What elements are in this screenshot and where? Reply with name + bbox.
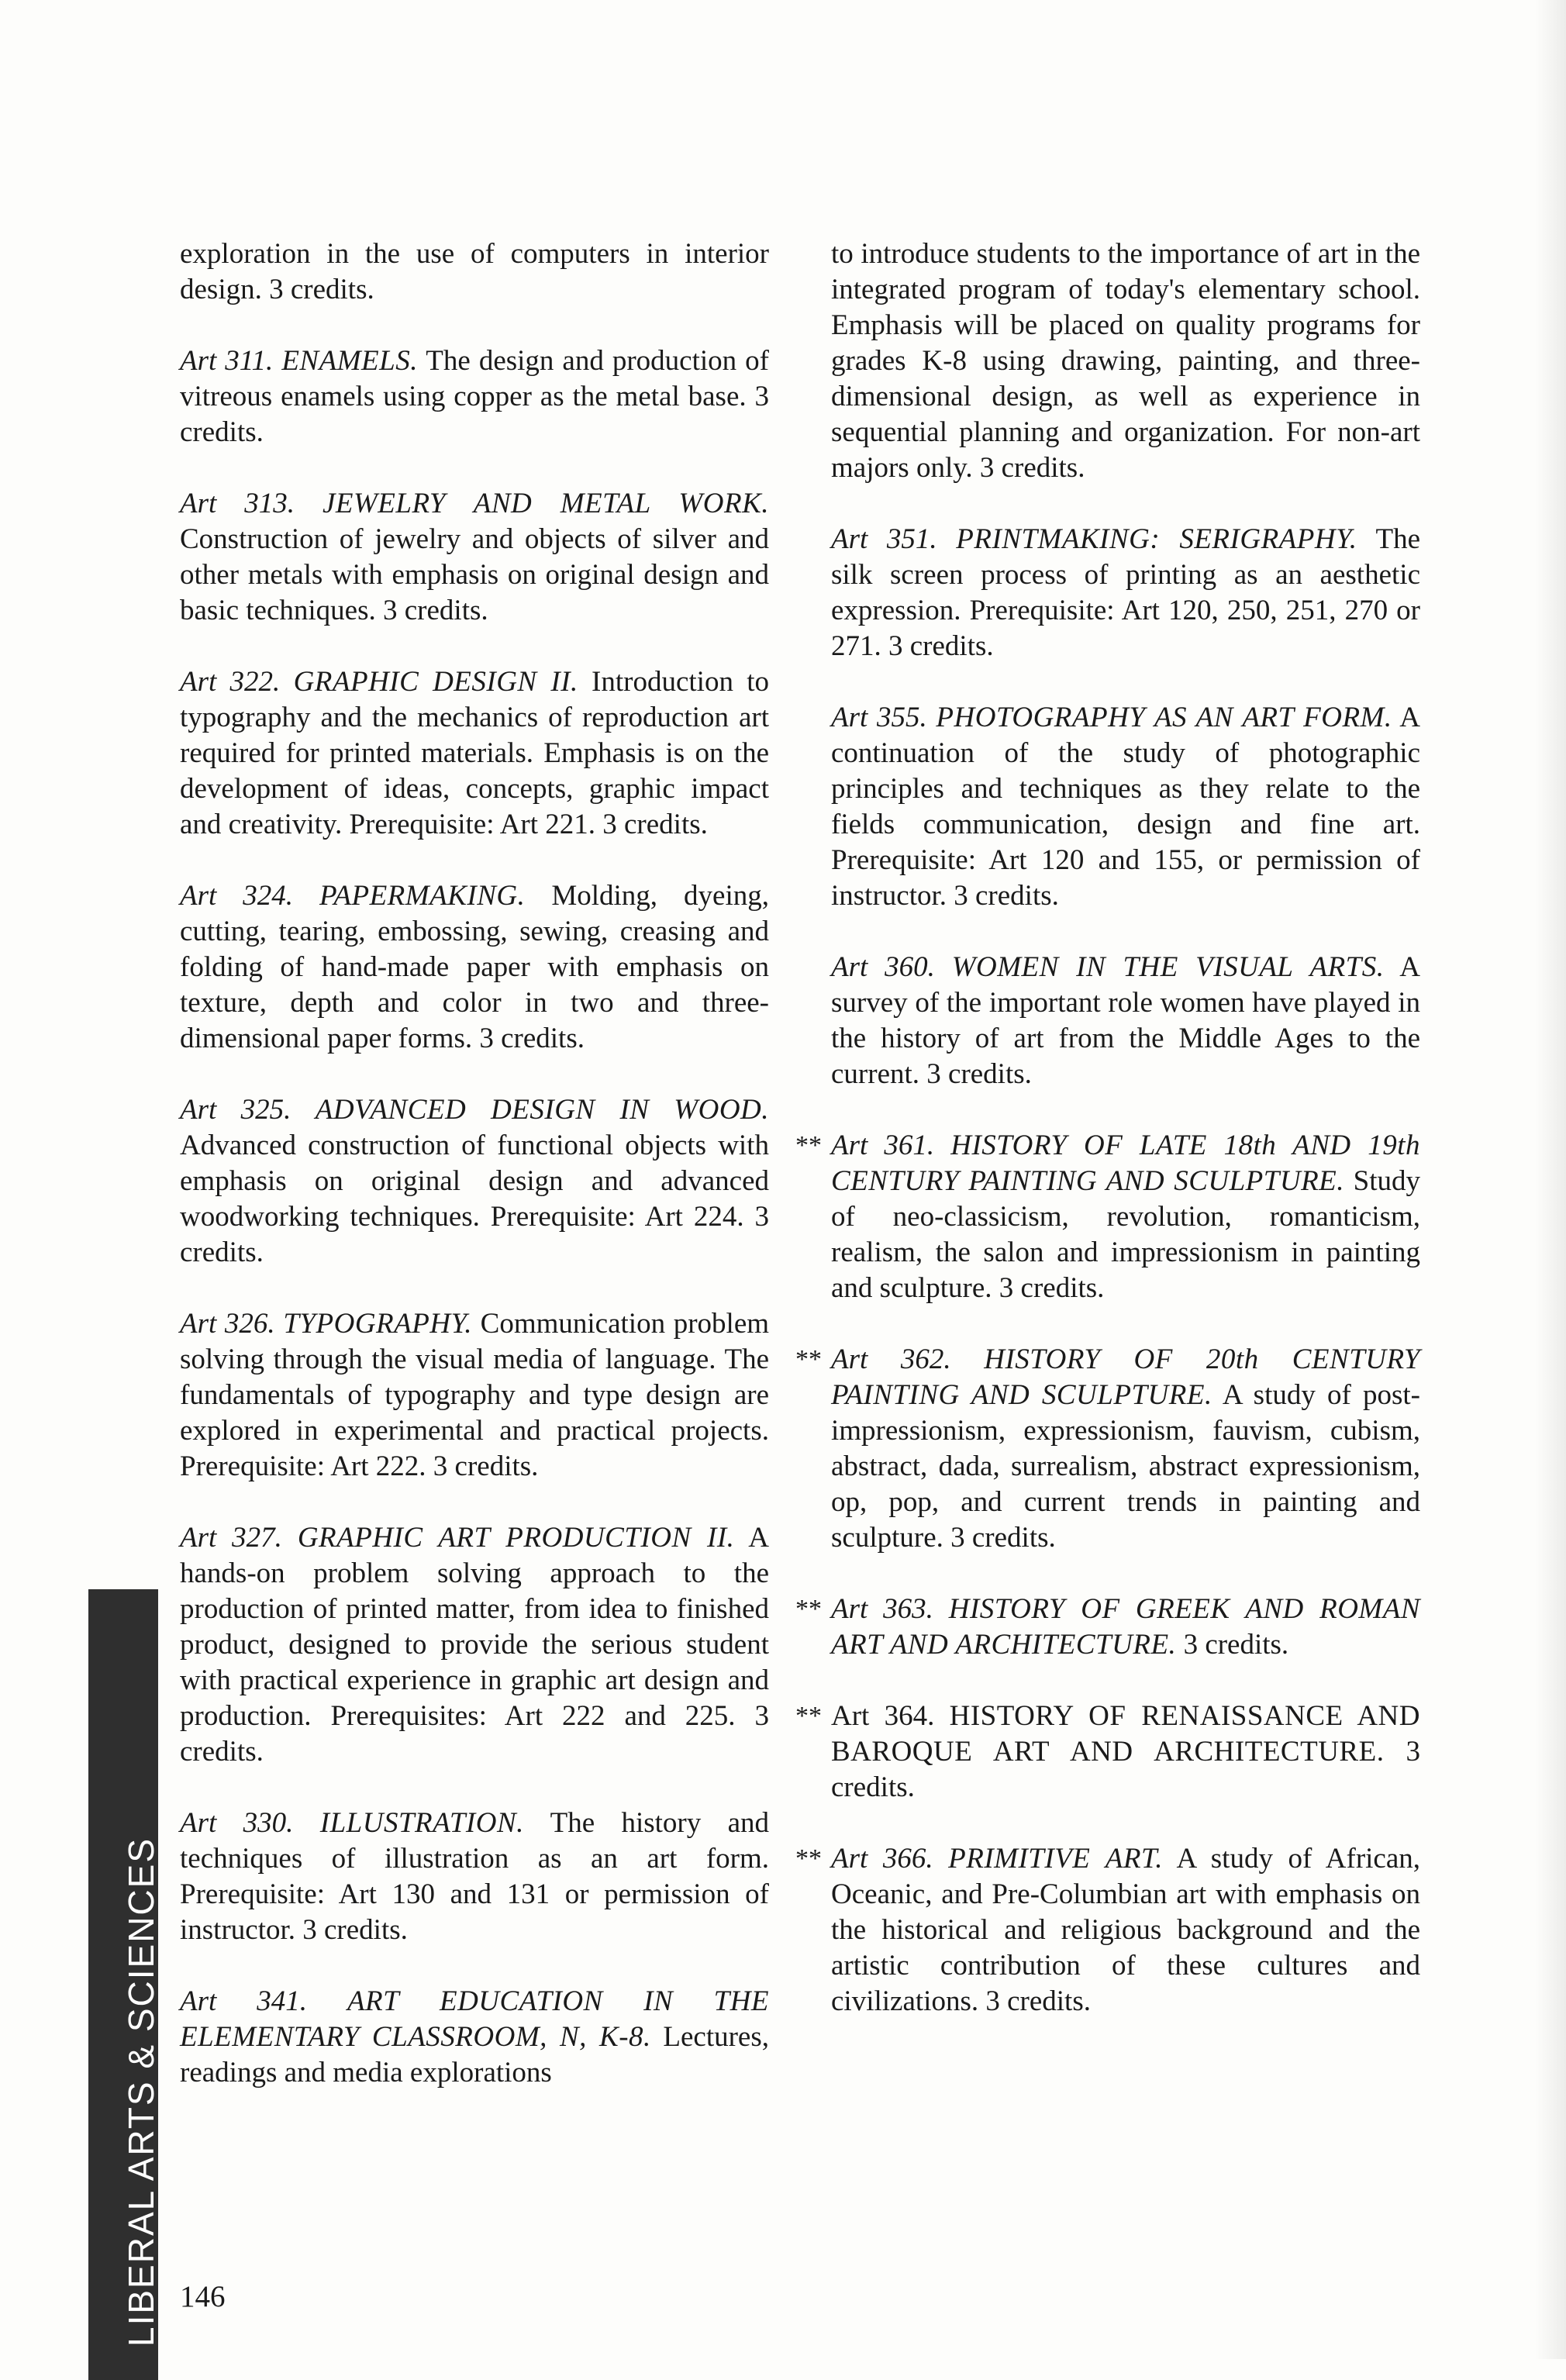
course-title: ADVANCED DESIGN IN WOOD. [315, 1094, 770, 1126]
right-column [795, 236, 1421, 2055]
left-course-list [180, 343, 769, 2091]
page-number: 146 [180, 2280, 226, 2313]
course-title: ILLUSTRATION. [319, 1807, 524, 1839]
course-asterisk-marker: ** [795, 1345, 822, 1374]
course-number: Art 325. [180, 1094, 291, 1126]
course-entry [180, 878, 769, 1057]
course-entry [180, 1092, 769, 1271]
course-asterisk-marker: ** [795, 1702, 822, 1730]
course-title: TYPOGRAPHY. [283, 1308, 472, 1340]
course-description: The design and production of vitreous enamels using copper as the metal base. 3 credits. [180, 345, 769, 448]
course-number: Art 364. [831, 1700, 935, 1732]
course-description: Molding, dyeing, cutting, tearing, embossing, sewing, creasing and folding of hand-made paper with emphasis on texture, depth and color in two and three-dimensional paper forms. 3 credits. [180, 880, 770, 1054]
course-entry [831, 700, 1420, 914]
course-title: GRAPHIC ART PRODUCTION II. [297, 1522, 735, 1554]
course-description: Construction of jewelry and objects of silver and other metals with emphasis on original design and basic techniques. 3 credits. [180, 523, 769, 626]
course-description: The history and techniques of illustration as an art form. Prerequisite: Art 130 and 131 or permission of instructor. 3 credits. [180, 1807, 770, 1946]
course-number: Art 362. [831, 1343, 951, 1375]
course-title: ART EDUCATION IN THE ELEMENTARY CLASSROOM, N, K-8. [180, 1985, 770, 2053]
course-number: Art 313. [180, 488, 295, 519]
course-number: Art 355. [831, 702, 927, 733]
section-side-tab-label: LIBERAL ARTS & SCIENCES [121, 1837, 161, 2347]
course-description: Advanced construction of functional objects with emphasis on original design and advanced woodworking techniques. Prerequisite: Art 224. 3 credits. [180, 1130, 769, 1268]
course-entry [795, 1841, 1421, 2020]
left-column-lead-text: exploration in the use of computers in interior design. 3 credits. [180, 238, 769, 305]
course-description: Introduction to typography and the mechanics of reproduction art required for printed materials. Emphasis is on the development of ideas, concepts, graphic impact and creativity. Prerequisite: Art 221. 3 credits. [180, 666, 769, 840]
course-number: Art 360. [831, 951, 935, 983]
course-description: The silk screen process of printing as an aesthetic expression. Prerequisite: Art 120, 250, 251, 270 or 271. 3 credits. [831, 523, 1421, 662]
section-side-tab [88, 1589, 161, 2380]
course-number: Art 327. [180, 1522, 282, 1554]
course-description: A study of post-impressionism, expressionism, fauvism, cubism, abstract, dada, surrealism, abstract expressionism, op, pop, and current trends in painting and sculpture. 3 credits. [831, 1379, 1420, 1554]
course-number: Art 326. [180, 1308, 275, 1340]
course-number: Art 366. [831, 1843, 933, 1875]
course-entry [831, 950, 1420, 1092]
course-title: GRAPHIC DESIGN II. [293, 666, 578, 698]
course-asterisk-marker: ** [795, 1844, 822, 1873]
course-entry [180, 1806, 769, 1948]
course-description: 3 credits. [1183, 1629, 1289, 1661]
course-title: PRINTMAKING: SERIGRAPHY. [956, 523, 1357, 555]
right-course-list [795, 522, 1421, 2020]
course-entry [795, 1592, 1421, 1663]
course-entry [831, 522, 1420, 664]
course-entry [180, 486, 769, 629]
course-description: A study of African, Oceanic, and Pre-Columbian art with emphasis on the historical and religious background and the artistic contribution of these cultures and civilizations. 3 credits. [831, 1843, 1421, 2017]
course-number: Art 322. [180, 666, 281, 698]
course-number: Art 311. [180, 345, 274, 377]
page-edge-shadow [1535, 0, 1566, 2359]
course-number: Art 351. [831, 523, 937, 555]
course-number: Art 324. [180, 880, 294, 912]
course-entry [795, 1342, 1421, 1556]
course-asterisk-marker: ** [795, 1595, 822, 1623]
course-title: HISTORY OF RENAISSANCE AND BAROQUE ART AND ARCHITECTURE. [831, 1700, 1420, 1768]
right-column-lead-text: to introduce students to the importance of art in the integrated program of today's elementary school. Emphasis will be placed on quality programs for grades K-8 using drawing, painting, and three-dimensional design, as well as experience in sequential planning and organization. For non-art majors only. 3 credits. [831, 238, 1420, 484]
course-title: HISTORY OF LATE 18th AND 19th CENTURY PAINTING AND SCULPTURE. [831, 1130, 1421, 1197]
course-entry [180, 343, 769, 450]
course-title: PRIMITIVE ART. [948, 1843, 1164, 1875]
course-title: ENAMELS. [281, 345, 418, 377]
course-entry [180, 1306, 769, 1485]
course-entry [795, 1128, 1421, 1306]
course-description: Study of neo-classicism, revolution, romanticism, realism, the salon and impressionism in painting and sculpture. 3 credits. [831, 1165, 1421, 1304]
course-title: PHOTOGRAPHY AS AN ART FORM. [936, 702, 1392, 733]
course-description: A hands-on problem solving approach to the production of printed matter, from idea to finished product, designed to provide the serious student with practical experience in graphic art design and production. Prerequisites: Art 222 and 225. 3 credits. [180, 1522, 769, 1768]
course-description: A survey of the important role women have played in the history of art from the Middle Ages to the current. 3 credits. [831, 951, 1421, 1090]
course-description: Lectures, readings and media explorations [180, 2021, 769, 2089]
course-entry [795, 1699, 1420, 1806]
course-number: Art 330. [180, 1807, 294, 1839]
course-entry [180, 1984, 769, 2091]
course-number: Art 361. [831, 1130, 935, 1161]
course-title: HISTORY OF 20th CENTURY PAINTING AND SCULPTURE. [831, 1343, 1421, 1411]
course-description: Communication problem solving through the visual media of language. The fundamentals of typography and type design are explored in experimental and practical projects. Prerequisite: Art 222. 3 credits. [180, 1308, 770, 1482]
course-description: A continuation of the study of photographic principles and techniques as they relate to the fields communication, design and fine art. Prerequisite: Art 120 and 155, or permission of instructor. 3 credits. [831, 702, 1421, 912]
course-description: 3 credits. [831, 1736, 1420, 1803]
course-entry [180, 664, 769, 843]
course-asterisk-marker: ** [795, 1131, 822, 1160]
course-number: Art 363. [831, 1593, 933, 1625]
left-column [180, 236, 769, 2126]
course-number: Art 341. [180, 1985, 307, 2017]
course-title: HISTORY OF GREEK AND ROMAN ART AND ARCHITECTURE. [831, 1593, 1421, 1661]
course-title: JEWELRY AND METAL WORK. [322, 488, 769, 519]
course-title: PAPERMAKING. [319, 880, 526, 912]
course-title: WOMEN IN THE VISUAL ARTS. [951, 951, 1385, 983]
course-entry [180, 1520, 769, 1770]
